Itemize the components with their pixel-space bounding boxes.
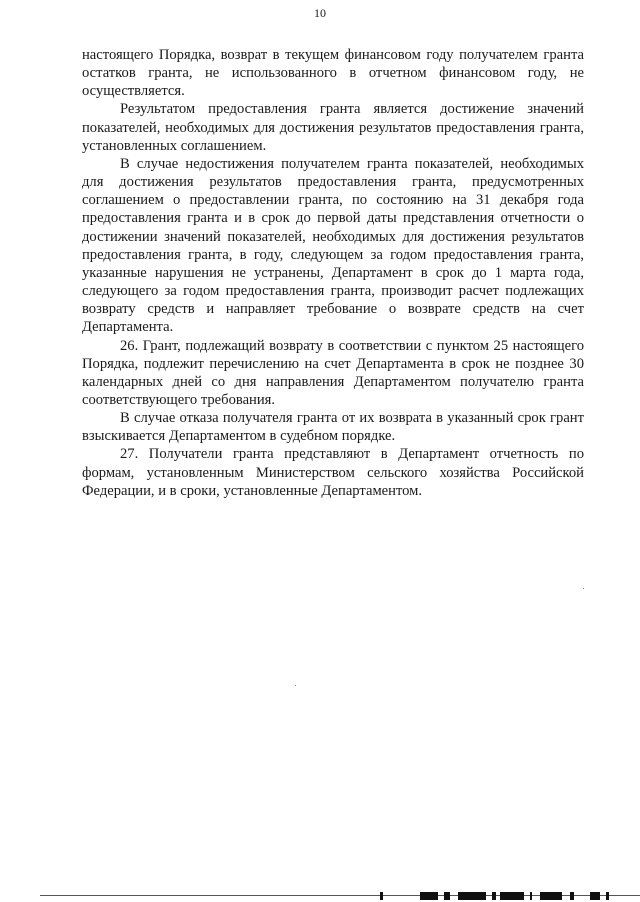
paragraph-clause-26: 26. Грант, подлежащий возврату в соответствии с пунктом 25 настоящего Порядка, подлежит перечислению на счет Департамента в срок не позднее 30 календарных дней со дня направления Департаментом получателю гранта соответствующего требования.	[82, 337, 584, 408]
scan-speck	[583, 588, 584, 589]
scan-speck	[295, 685, 296, 686]
paragraph-non-achievement: В случае недостижения получателем гранта показателей, необходимых для достижения результатов предоставления гранта, предусмотренных соглашением о предоставлении гранта, по состоянию на 31 декабря года предоставления гранта и в срок до первой даты представления отчетности о достижении значений показателей, необходимых для достижения результатов предоставления гранта, в году, следующем за годом предоставления гранта, указанные нарушения не устранены, Департамент в срок до 1 марта года, следующего за годом предоставления гранта, производит расчет подлежащих возврату средств и направляет требование о возврате средств на счет Департамента.	[82, 155, 584, 336]
paragraph-refusal: В случае отказа получателя гранта от их возврата в указанный срок грант взыскивается Департаментом в судебном порядке.	[82, 410, 584, 445]
document-body	[82, 46, 584, 500]
paragraph-continuation: настоящего Порядка, возврат в текущем финансовом году получателем гранта остатков гранта, не использованного в отчетном финансовом году, не осуществляется.	[82, 47, 584, 100]
page-number: 10	[314, 6, 326, 20]
paragraph-clause-27: 27. Получатели гранта представляют в Департамент отчетность по формам, установленным Министерством сельского хозяйства Российской Федерации, и в сроки, установленные Департаментом.	[82, 446, 584, 499]
paragraph-result: Результатом предоставления гранта является достижение значений показателей, необходимых для достижения результатов предоставления гранта, установленных соглашением.	[82, 101, 584, 154]
scan-edge-artifact	[0, 892, 640, 900]
